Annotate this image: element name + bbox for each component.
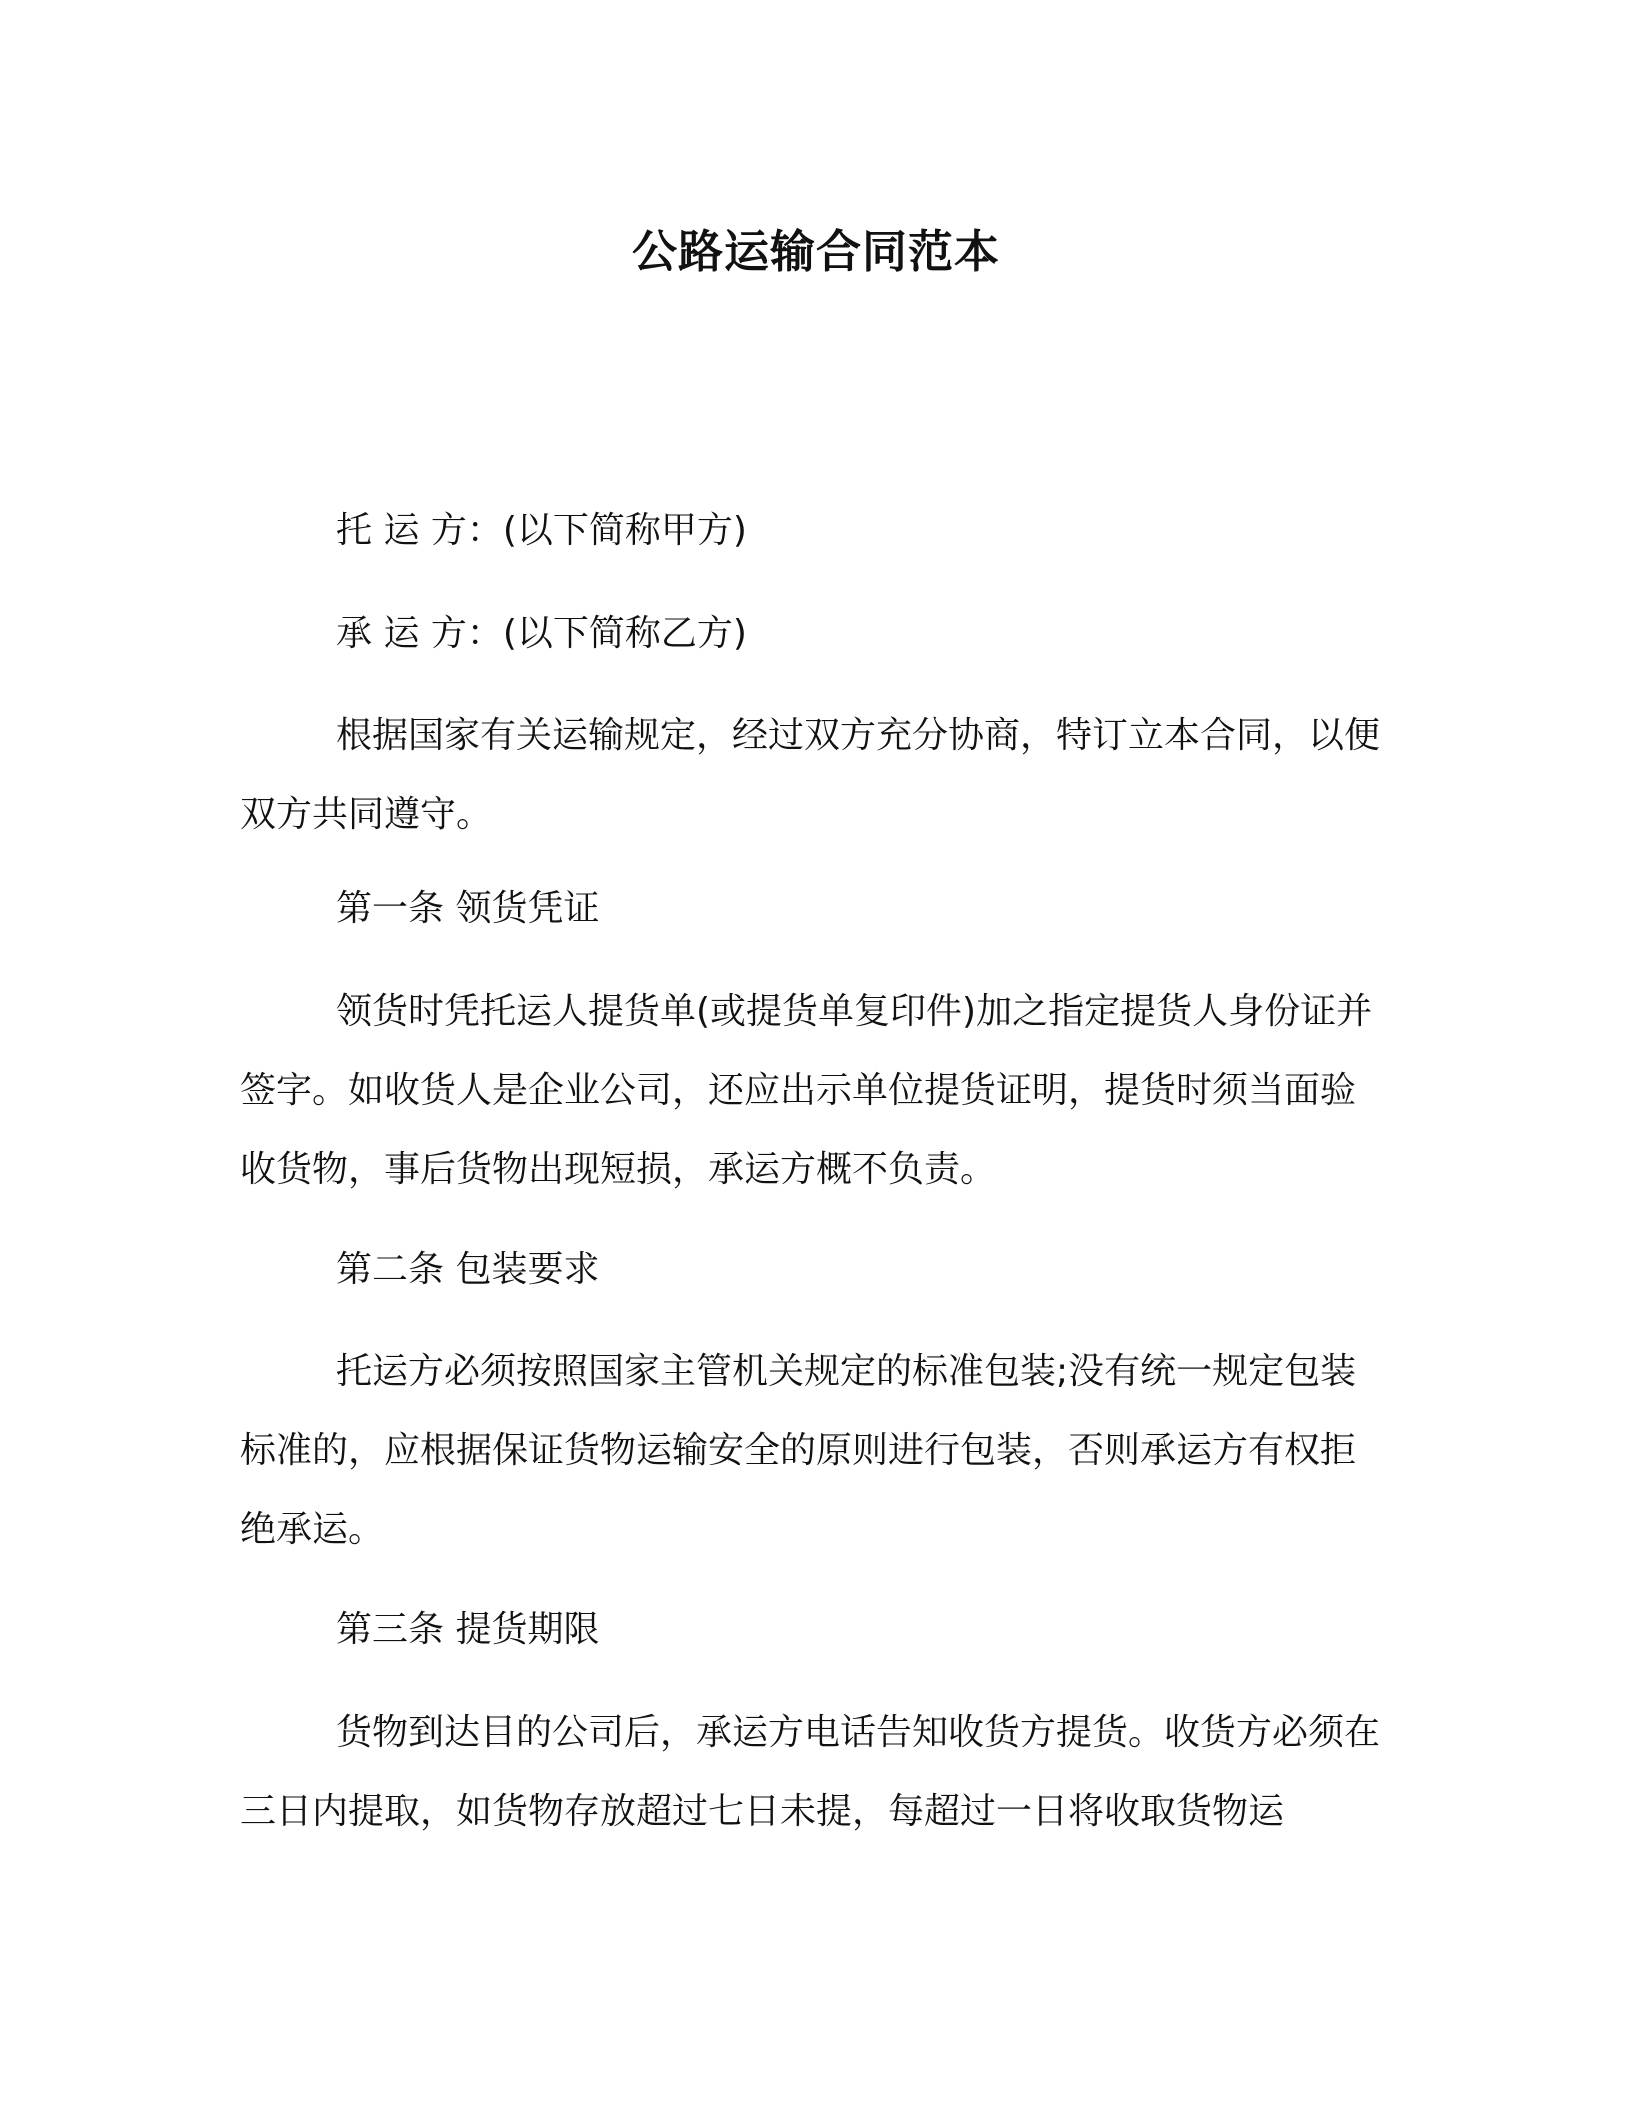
- article-3-heading: 第三条 提货期限: [336, 1609, 600, 1650]
- article-2-heading: 第二条 包装要求: [336, 1249, 600, 1290]
- shipper-party-line: 托 运 方：(以下简称甲方): [336, 510, 747, 551]
- document-title: 公路运输合同范本: [631, 225, 1000, 278]
- carrier-party-line: 承 运 方：(以下简称乙方): [336, 613, 747, 654]
- article-2-body: 托运方必须按照国家主管机关规定的标准包装;没有统一规定包装标准的，应根据保证货物运输安全的原则进行包装，否则承运方有权拒绝承运。: [240, 1351, 1357, 1550]
- preamble-paragraph: 根据国家有关运输规定，经过双方充分协商，特订立本合同，以便双方共同遵守。: [240, 715, 1381, 835]
- article-1-body: 领货时凭托运人提货单(或提货单复印件)加之指定提货人身份证并签字。如收货人是企业公司，还应出示单位提货证明，提货时须当面验收货物，事后货物出现短损，承运方概不负责。: [240, 991, 1373, 1190]
- article-1-heading: 第一条 领货凭证: [336, 888, 600, 929]
- article-3-body: 货物到达目的公司后，承运方电话告知收货方提货。收货方必须在三日内提取，如货物存放超过七日未提，每超过一日将收取货物运: [240, 1712, 1381, 1832]
